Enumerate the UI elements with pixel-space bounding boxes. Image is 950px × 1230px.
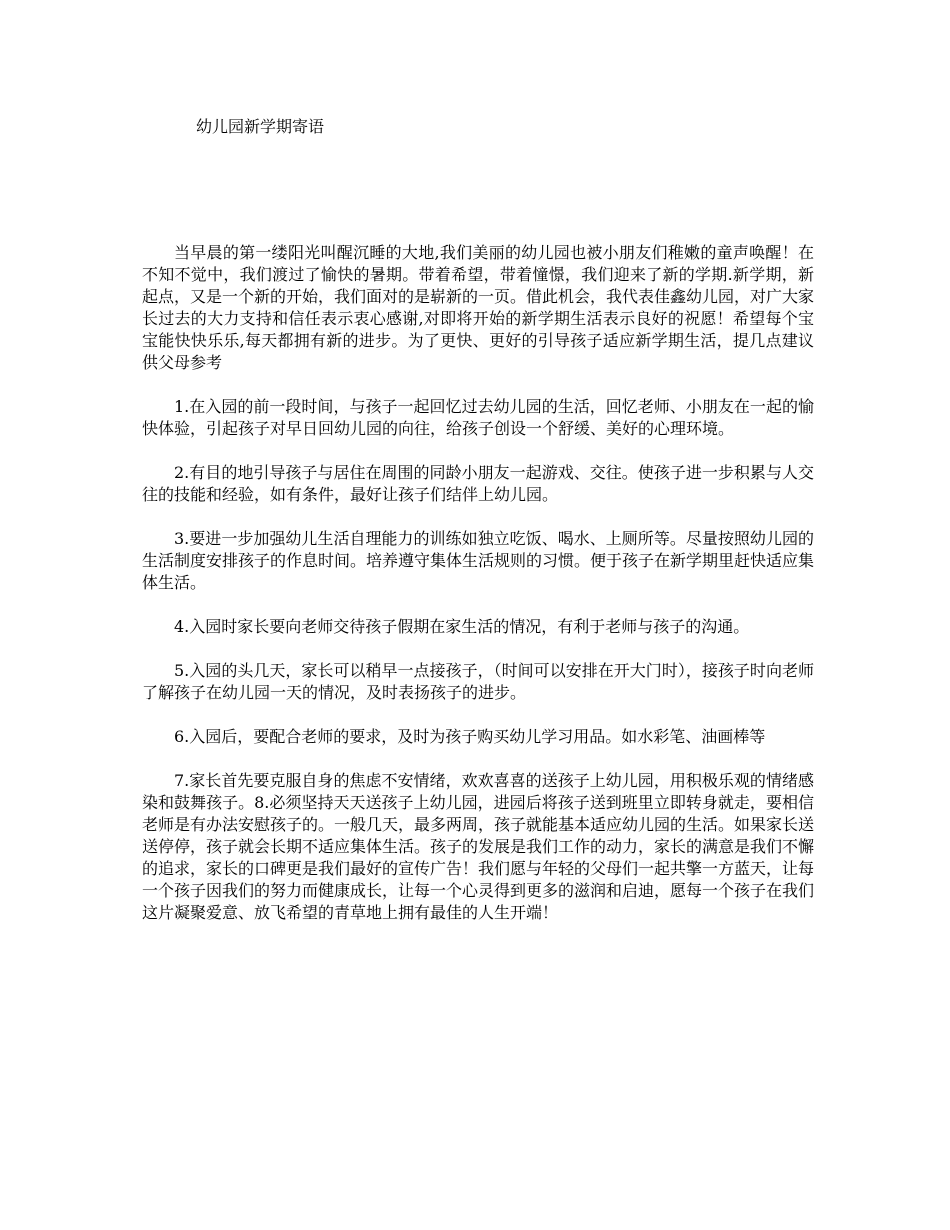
document-title: 幼儿园新学期寄语 [196, 117, 325, 136]
suggestion-7-paragraph: 7.家长首先要克服自身的焦虑不安情绪，欢欢喜喜的送孩子上幼儿园，用积极乐观的情绪感染和鼓舞孩子。8.必须坚持天天送孩子上幼儿园，进园后将孩子送到班里立即转身就走，要相信老师是有办法安慰孩子的。一般几天，最多两周，孩子就能基本适应幼儿园的生活。如果家长送送停停，孩子就会长期不适应集体生活。孩子的发展是我们工作的动力，家长的满意是我们不懈的追求，家长的口碑更是我们最好的宣传广告！我们愿与年轻的父母们一起共擎一方蓝天，让每一个孩子因我们的努力而健康成长，让每一个心灵得到更多的滋润和启迪，愿每一个孩子在我们这片凝聚爱意、放飞希望的青草地上拥有最佳的人生开端！ [142, 771, 815, 922]
suggestion-5-paragraph: 5.入园的头几天，家长可以稍早一点接孩子，（时间可以安排在开大门时），接孩子时向老师了解孩子在幼儿园一天的情况，及时表扬孩子的进步。 [142, 661, 814, 702]
suggestion-3-paragraph: 3.要进一步加强幼儿生活自理能力的训练如独立吃饭、喝水、上厕所等。尽量按照幼儿园的生活制度安排孩子的作息时间。培养遵守集体生活规则的习惯。便于孩子在新学期里赶快适应集体生活。 [142, 529, 815, 592]
document-body [142, 242, 814, 946]
suggestion-6-paragraph: 6.入园后，要配合老师的要求，及时为孩子购买幼儿学习用品。如水彩笔、油画棒等 [174, 727, 766, 746]
suggestion-1-paragraph: 1.在入园的前一段时间，与孩子一起回忆过去幼儿园的生活，回忆老师、小朋友在一起的愉快体验，引起孩子对早日回幼儿园的向往，给孩子创设一个舒缓、美好的心理环境。 [142, 397, 814, 438]
suggestion-4-paragraph: 4.入园时家长要向老师交待孩子假期在家生活的情况，有利于老师与孩子的沟通。 [174, 617, 750, 636]
intro-paragraph: 当早晨的第一缕阳光叫醒沉睡的大地,我们美丽的幼儿园也被小朋友们稚嫩的童声唤醒！在不知不觉中，我们渡过了愉快的暑期。带着希望，带着憧憬，我们迎来了新的学期.新学期，新起点，又是一个新的开始，我们面对的是崭新的一页。借此机会，我代表佳鑫幼儿园，对广大家长过去的大力支持和信任表示衷心感谢,对即将开始的新学期生活表示良好的祝愿！希望每个宝宝能快快乐乐,每天都拥有新的进步。为了更快、更好的引导孩子适应新学期生活，提几点建议供父母参考 [142, 243, 815, 372]
suggestion-2-paragraph: 2.有目的地引导孩子与居住在周围的同龄小朋友一起游戏、交往。使孩子进一步积累与人交往的技能和经验，如有条件，最好让孩子们结伴上幼儿园。 [142, 463, 814, 504]
